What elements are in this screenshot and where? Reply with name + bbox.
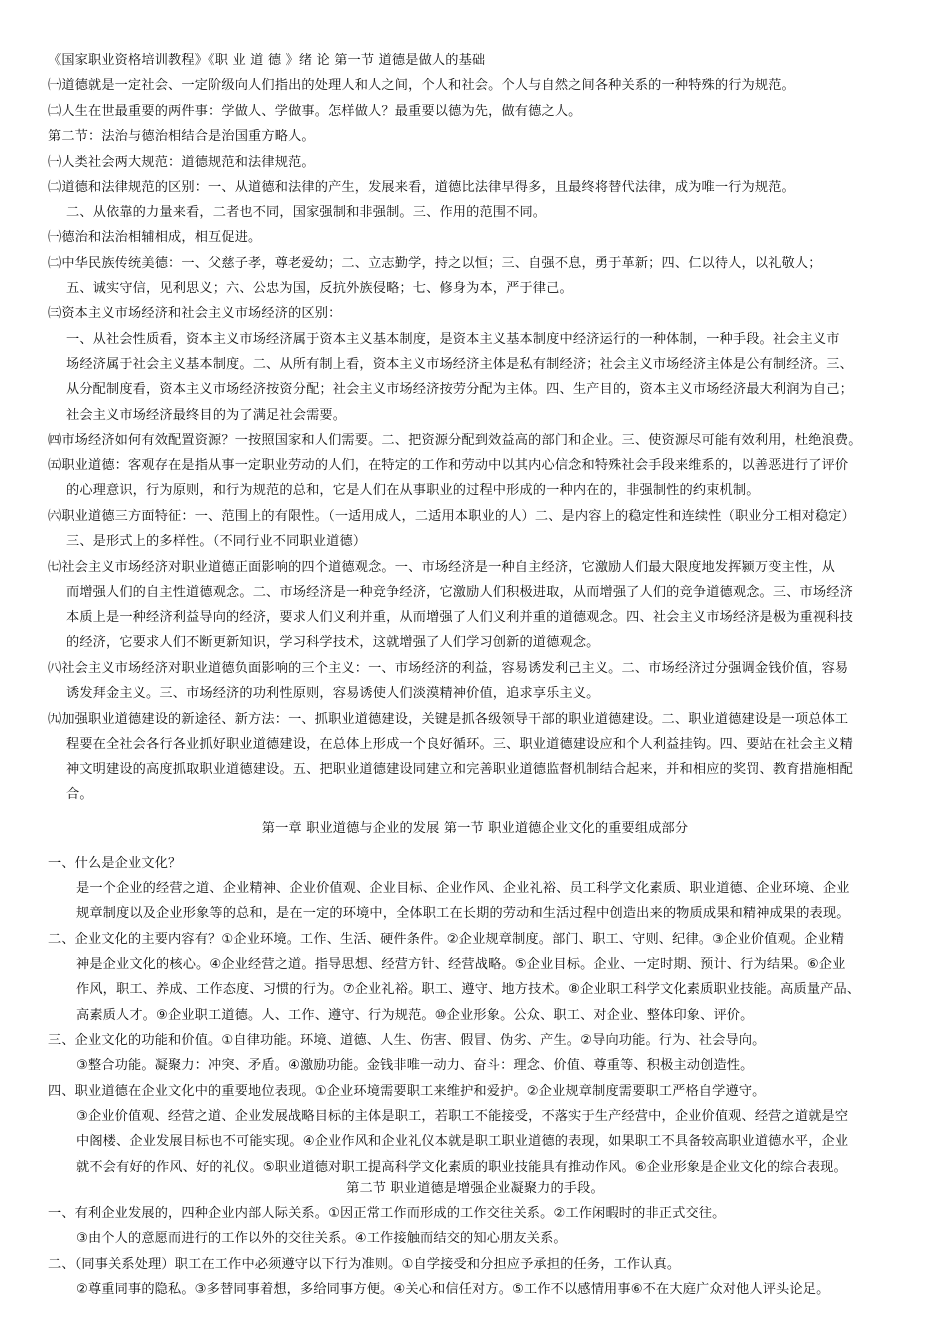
paragraph-line: 的心理意识，行为原则，和行为规范的总和，它是人们在从事职业的过程中形成的一种内在的，非强制性的约束机制。 (66, 483, 760, 498)
section-heading: 第二节 职业道德是增强企业凝聚力的手段。 (346, 1181, 604, 1196)
paragraph-line: ③由个人的意愿而进行的工作以外的交往关系。④工作接触而结交的知心朋友关系。 (76, 1231, 567, 1246)
doc-title-line: 《国家职业资格培训教程》《职 业 道 德 》绪 论 第一节 道德是做人的基础 (48, 53, 486, 68)
chapter-heading: 第一章 职业道德与企业的发展 第一节 职业道德企业文化的重要组成部分 (261, 821, 689, 836)
paragraph-line: ㈠德治和法治相辅相成，相互促进。 (48, 230, 262, 245)
paragraph-line: ㈦社会主义市场经济对职业道德正面影响的四个道德观念。一、市场经济是一种自主经济，它激励人们最大限度地发挥颍万变主性，从 (48, 560, 835, 575)
paragraph-line: 高素质人才。⑨企业职工道德。人、工作、遵守、行为规范。⑩企业形象。公众、职工、对企业、整体印象、评价。 (76, 1008, 754, 1023)
paragraph-line: ㈠道德就是一定社会、一定阶级向人们指出的处理人和人之间，个人和社会。个人与自然之间各种关系的一种特殊的行为规范。 (48, 78, 795, 93)
paragraph-line: ㈧社会主义市场经济对职业道德负面影响的三个主义：一、市场经济的利益，容易诱发利己主义。二、市场经济过分强调金钱价值，容易 (48, 661, 849, 676)
paragraph-line: 一、从社会性质看，资本主义市场经济属于资本主义基本制度，是资本主义基本制度中经济运行的一种体制，一种手段。社会主义市 (66, 332, 840, 347)
paragraph-line: 就不会有好的作风、好的礼仪。⑤职业道德对职工提高科学文化素质的职业技能具有推动作风。⑥企业形象是企业文化的综合表现。 (76, 1160, 847, 1175)
paragraph-line: 神文明建设的高度抓取职业道德建设。五、把职业道德建设同建立和完善职业道德监督机制结合起来，并和相应的奖罚、教育措施相配 (66, 762, 853, 777)
paragraph-line: ㈠人类社会两大规范：道德规范和法律规范。 (48, 155, 315, 170)
paragraph-line: ㈡道德和法律规范的区别：一、从道德和法律的产生，发展来看，道德比法律早得多，且最终将替代法律，成为唯一行为规范。 (48, 180, 795, 195)
paragraph-line: 作风，职工、养成、工作态度、习惯的行为。⑦企业礼裕。职工、遵守、地方技术。⑧企业职工科学文化素质职业技能。高质量产品、 (76, 982, 861, 997)
paragraph-line: 二、从依靠的力量来看，二者也不同，国家强制和非强制。三、作用的范围不同。 (66, 205, 547, 220)
paragraph-line: ③企业价值观、经营之道、企业发展战略目标的主体是职工，若职工不能接受，不落实于生产经营中，企业价值观、经营之道就是空 (76, 1109, 849, 1124)
paragraph-line: 神是企业文化的核心。④企业经营之道。指导思想、经营方针、经营战略。⑤企业目标。企业、一定时期、预计、行为结果。⑥企业 (76, 957, 846, 972)
paragraph-line: 而增强人们的自主性道德观念。二、市场经济是一种竞争经济，它激励人们积极进取，从而增强了人们的竞争道德观念。三、市场经济 (66, 585, 853, 600)
paragraph-line: ②尊重同事的隐私。③多替同事着想，多给同事方便。④关心和信任对方。⑤工作不以感情用事⑥不在大庭广众对他人评头论足。 (76, 1282, 830, 1297)
paragraph-line: 四、职业道德在企业文化中的重要地位表现。①企业环境需要职工来维护和爱护。②企业规章制度需要职工严格自学遵守。 (48, 1084, 766, 1099)
paragraph-line: ㈨加强职业道德建设的新途径、新方法：一、抓职业道德建设，关键是抓各级领导干部的职业道德建设。二、职业道德建设是一项总体工 (48, 712, 849, 727)
paragraph-line: 一、有利企业发展的，四种企业内部人际关系。①因正常工作而形成的工作交往关系。②工作闲暇时的非正式交往。 (48, 1206, 726, 1221)
paragraph-line: 规章制度以及企业形象等的总和，是在一定的环境中，全体职工在长期的劳动和生活过程中创造出来的物质成果和精神成果的表现。 (76, 906, 850, 921)
paragraph-line: 二、企业文化的主要内容有？①企业环境。工作、生活、硬件条件。②企业规章制度。部门、职工、守则、纪律。③企业价值观。企业精 (48, 932, 845, 947)
paragraph-line: 本质上是一种经济利益导向的经济，要求人们义利并重，从而增强了人们义利并重的道德观念。四、社会主义市场经济是极为重视科技 (66, 610, 853, 625)
paragraph-line: 合。 (66, 787, 93, 802)
paragraph-line: 三、企业文化的功能和价值。①自律功能。环境、道德、人生、伤害、假冒、伪劣、产生。②导向功能。行为、社会导向。 (48, 1033, 766, 1048)
paragraph-line: 三、是形式上的多样性。（不同行业不同职业道德） (66, 534, 367, 549)
paragraph-line: 社会主义市场经济最终目的为了满足社会需要。 (66, 408, 347, 423)
paragraph-line: 从分配制度看，资本主义市场经济按资分配；社会主义市场经济按劳分配为主体。四、生产目的，资本主义市场经济最大利润为自己； (66, 382, 853, 397)
paragraph-line: ㈥职业道德三方面特征：一、范围上的有限性。（一适用成人，二适用本职业的人）二、是内容上的稳定性和连续性（职业分工相对稳定） (48, 509, 855, 524)
paragraph-line: 程要在全社会各行各业抓好职业道德建设，在总体上形成一个良好循环。三、职业道德建设应和个人利益挂钩。四、要站在社会主义精 (66, 737, 853, 752)
paragraph-line: 的经济，它要求人们不断更新知识，学习科学技术，这就增强了人们学习创新的道德观念。 (66, 635, 600, 650)
paragraph-line: 是一个企业的经营之道、企业精神、企业价值观、企业目标、企业作风、企业礼裕、员工科学文化素质、职业道德、企业环境、企业 (76, 881, 850, 896)
paragraph-line: 五、诚实守信，见利思义；六、公忠为国，反抗外族侵略；七、修身为本，严于律己。 (66, 281, 573, 296)
paragraph-line: 场经济属于社会主义基本制度。二、从所有制上看，资本主义市场经济主体是私有制经济；社会主义市场经济主体是公有制经济。三、 (66, 357, 853, 372)
paragraph-line: 中阁楼、企业发展目标也不可能实现。④企业作风和企业礼仪本就是职工职业道德的表现，如果职工不具备较高职业道德水平，企业 (76, 1134, 849, 1149)
paragraph-line: ㈤职业道德：客观存在是指从事一定职业劳动的人们，在特定的工作和劳动中以其内心信念和特殊社会手段来维系的，以善恶进行了评价 (48, 458, 849, 473)
paragraph-line: ㈡人生在世最重要的两件事：学做人、学做事。怎样做人？最重要以德为先，做有德之人。 (48, 104, 582, 119)
paragraph-line: ㈣市场经济如何有效配置资源？一按照国家和人们需要。二、把资源分配到效益高的部门和企业。三、使资源尽可能有效利用，杜绝浪费。 (48, 433, 862, 448)
paragraph-line: ㈢资本主义市场经济和社会主义市场经济的区别： (48, 306, 342, 321)
paragraph-line: ③整合功能。凝聚力：冲突、矛盾。④激励功能。金钱非唯一动力、奋斗：理念、价值、尊重等、积极主动创造性。 (76, 1058, 754, 1073)
section-heading: 第二节：法治与德治相结合是治国重方略人。 (48, 129, 315, 144)
paragraph-line: ㈡中华民族传统美德：一、父慈子孝，尊老爱幼；二、立志勤学，持之以恒；三、自强不息，勇于革新；四、仁以待人，以礼敬人； (48, 256, 822, 271)
paragraph-line: 二、（同事关系处理）职工在工作中必须遵守以下行为准则。①自学接受和分担应予承担的任务，工作认真。 (48, 1257, 681, 1272)
paragraph-line: 诱发拜金主义。三、市场经济的功利性原则，容易诱使人们淡漠精神价值，追求享乐主义。 (66, 686, 600, 701)
paragraph-line: 一、什么是企业文化？ (48, 856, 182, 871)
